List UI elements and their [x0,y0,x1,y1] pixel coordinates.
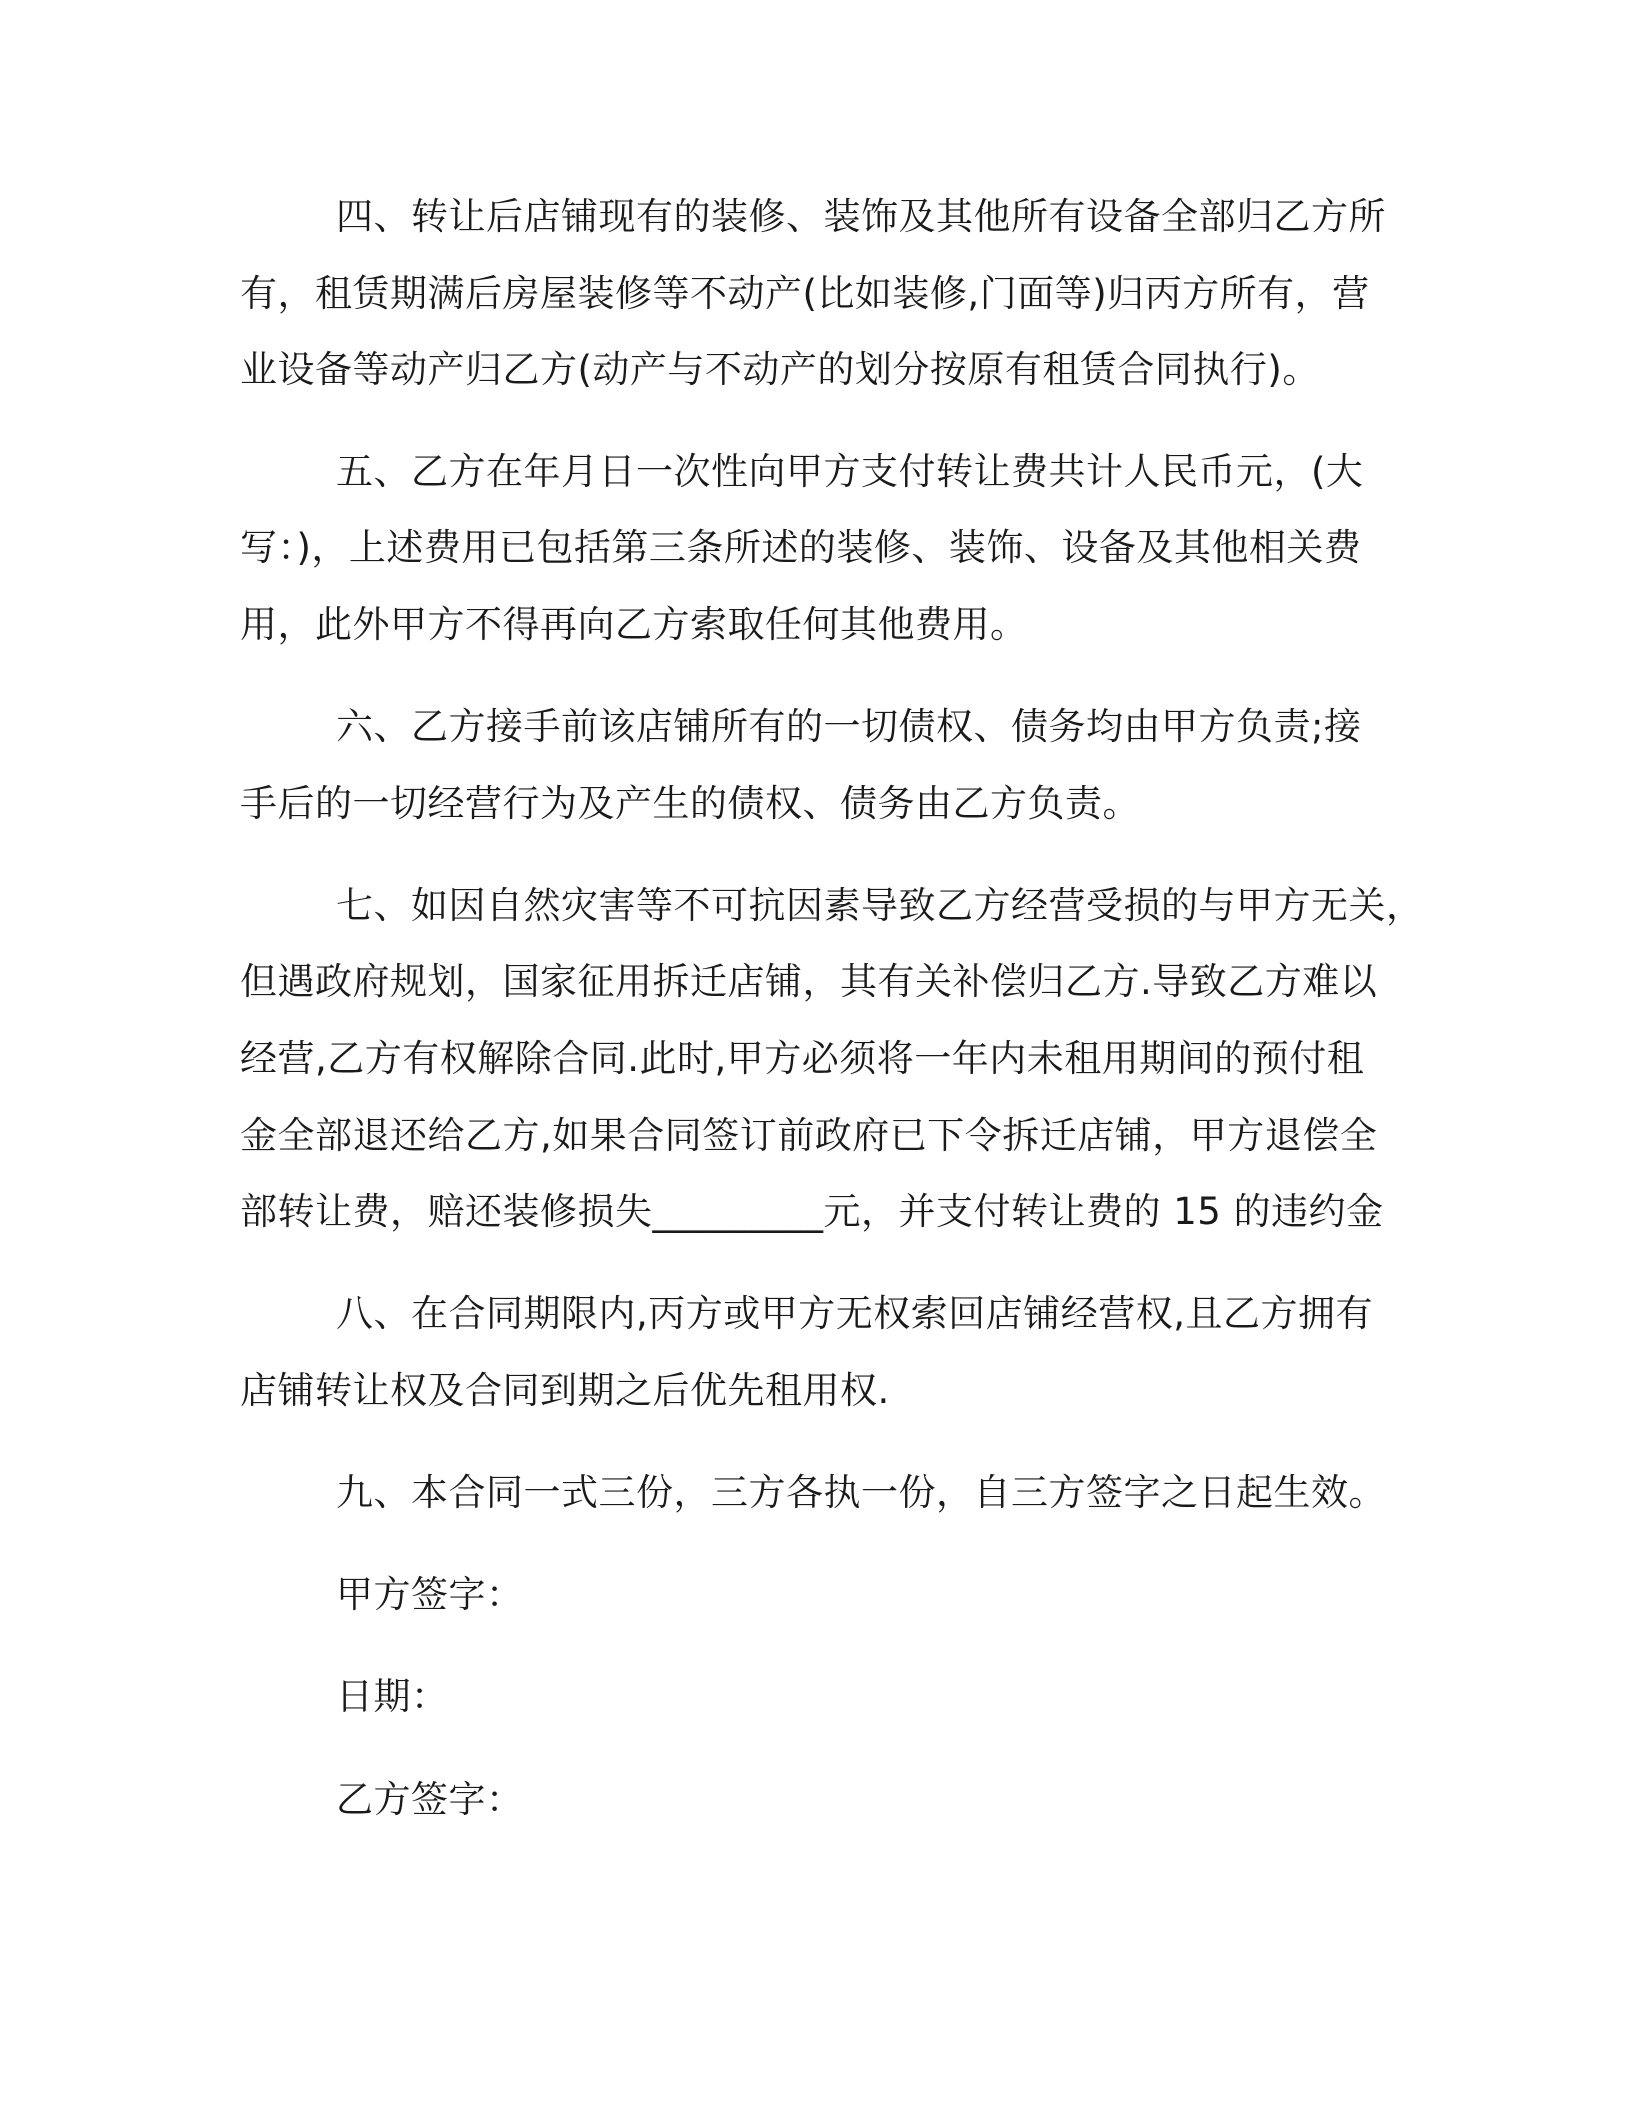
clause-4-line-1: 四、转让后店铺现有的装修、装饰及其他所有设备全部归乙方所 [336,195,1386,238]
clause-5-line-3: 用，此外甲方不得再向乙方索取任何其他费用。 [240,603,1028,646]
clause-8-line-1: 八、在合同期限内,丙方或甲方无权索回店铺经营权,且乙方拥有 [336,1292,1374,1335]
clause-9-line-1: 九、本合同一式三份，三方各执一份，自三方签字之日起生效。 [336,1471,1386,1514]
clause-6-line-2: 手后的一切经营行为及产生的债权、债务由乙方负责。 [240,782,1140,825]
date-label: 日期： [336,1675,449,1718]
clause-7-line-2: 但遇政府规划，国家征用拆迁店铺，其有关补偿归乙方.导致乙方难以 [240,960,1378,1003]
clause-7-line-3: 经营,乙方有权解除合同.此时,甲方必须将一年内未租用期间的预付租 [240,1037,1365,1080]
clause-5-line-1: 五、乙方在年月日一次性向甲方支付转让费共计人民币元，(大 [336,450,1364,493]
clause-5-line-2: 写：)，上述费用已包括第三条所述的装修、装饰、设备及其他相关费 [240,526,1362,569]
clause-7-line-1: 七、如因自然灾害等不可抗因素导致乙方经营受损的与甲方无关， [336,884,1424,927]
clause-6-line-1: 六、乙方接手前该店铺所有的一切债权、债务均由甲方负责;接 [336,705,1362,748]
party-a-signature-label: 甲方签字： [336,1573,524,1616]
clause-7-line-5: 部转让费，赔还装修损失_________元，并支付转让费的 15 的违约金 [240,1190,1384,1233]
clause-4-line-2: 有，租赁期满后房屋装修等不动产(比如装修,门面等)归丙方所有，营 [240,272,1370,315]
clause-4-line-3: 业设备等动产归乙方(动产与不动产的划分按原有租赁合同执行)。 [240,348,1320,391]
party-b-signature-label: 乙方签字： [336,1778,524,1821]
clause-7-line-4: 金全部退还给乙方,如果合同签订前政府已下令拆迁店铺，甲方退偿全 [240,1114,1378,1157]
clause-8-line-2: 店铺转让权及合同到期之后优先租用权. [240,1369,890,1412]
